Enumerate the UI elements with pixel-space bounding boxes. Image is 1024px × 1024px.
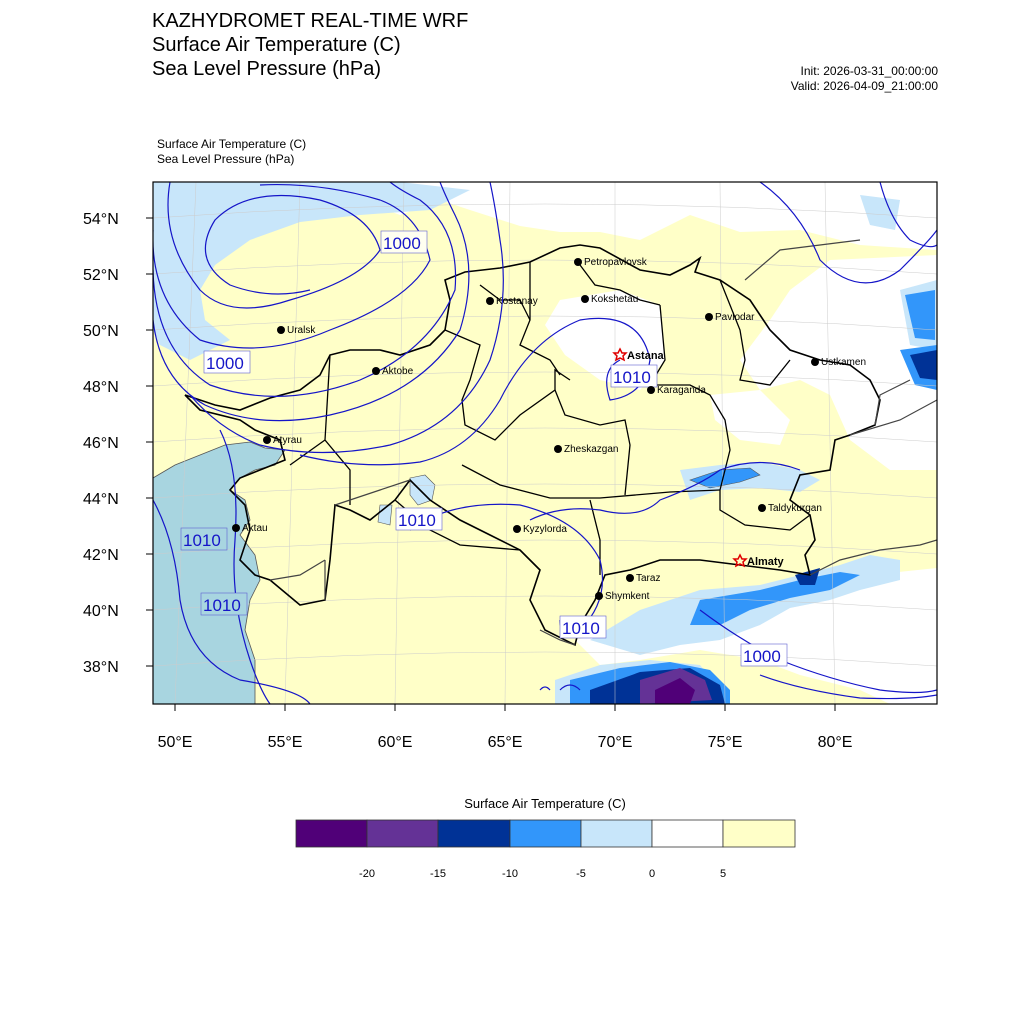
contour-label-1010-aral: 1010 [398,511,436,530]
latitude-axis [83,211,153,676]
colorbar-swatch-minus15 [438,820,510,847]
lat-label-42: 42°N [83,547,119,564]
city-label-aktobe: Aktobe [382,366,414,377]
lat-label-40: 40°N [83,603,119,620]
city-label-aktau: Aktau [242,523,268,534]
contour-label-1000-east: 1000 [743,647,781,666]
city-marker [486,297,494,305]
lon-label-65: 65°E [487,734,523,751]
lat-label-46: 46°N [83,435,119,452]
city-label-taraz: Taraz [636,573,661,584]
lat-label-50: 50°N [83,323,119,340]
colorbar-tick-five: 5 [719,868,727,880]
lat-label-54: 54°N [83,211,119,228]
lon-label-60: 60°E [377,734,413,751]
subtitle-line-1: Surface Air Temperature (C) [157,137,307,151]
lon-label-80: 80°E [817,734,853,751]
city-marker [263,436,271,444]
contour-label-1010-shymkent: 1010 [562,619,600,638]
city-label-atyrau: Atyrau [273,435,302,446]
lon-label-75: 75°E [707,734,743,751]
city-label-ustkamen: Ustkamen [821,357,867,368]
colorbar-title: Surface Air Temperature (C) [464,796,626,811]
colorbar-swatch-below-minus20 [296,820,367,847]
colorbar-tick-minus5: -5 [576,868,586,880]
lat-label-38: 38°N [83,659,119,676]
valid-time: Valid: 2026-04-09_21:00:00 [790,79,938,93]
colorbar-tick-minus15: -15 [430,868,446,880]
city-label-almaty: Almaty [747,556,784,568]
city-label-shymkent: Shymkent [605,591,650,602]
city-marker [554,445,562,453]
city-marker [581,295,589,303]
lat-label-48: 48°N [83,379,119,396]
city-label-taldykurgan: Taldykurgan [768,503,822,514]
city-marker [626,574,634,582]
subtitle-line-2: Sea Level Pressure (hPa) [157,152,295,166]
city-marker [705,313,713,321]
city-marker [595,592,603,600]
contour-label-1010-caspian: 1010 [183,531,221,550]
lon-label-50: 50°E [157,734,193,751]
title-variable-1: Surface Air Temperature (C) [152,34,401,56]
city-label-karaganda: Karaganda [657,385,706,396]
colorbar-swatch-minus10 [510,820,581,847]
city-label-kyzylorda: Kyzylorda [523,524,567,535]
city-label-astana: Astana [627,350,664,362]
colorbar-swatch-five [723,820,795,847]
lon-label-55: 55°E [267,734,303,751]
colorbar [296,820,795,880]
contour-label-1010-astana: 1010 [613,368,651,387]
city-label-uralsk: Uralsk [287,325,316,336]
city-marker [232,524,240,532]
city-marker [574,258,582,266]
colorbar-swatch-minus5 [581,820,652,847]
contour-label-1000-north: 1000 [383,234,421,253]
city-marker [372,367,380,375]
city-marker [758,504,766,512]
lat-label-44: 44°N [83,491,119,508]
lat-label-52: 52°N [83,267,119,284]
colorbar-tick-zero: 0 [648,868,656,880]
colorbar-tick-minus10: -10 [502,868,518,880]
colorbar-tick-minus20: -20 [359,868,375,880]
contour-label-1010-south-caspian: 1010 [203,596,241,615]
colorbar-swatch-zero [652,820,723,847]
lon-label-70: 70°E [597,734,633,751]
init-time: Init: 2026-03-31_00:00:00 [800,64,938,78]
main-title: KAZHYDROMET REAL-TIME WRF [152,10,469,32]
contour-label-1000-west: 1000 [206,354,244,373]
city-label-petropavlovsk: Petropavlovsk [584,257,647,268]
city-marker [513,525,521,533]
city-label-kokshetau: Kokshetau [591,294,639,305]
city-marker [811,358,819,366]
map-plot-area [153,182,937,704]
city-label-zheskazgan: Zheskazgan [564,444,619,455]
colorbar-swatch-minus20 [367,820,438,847]
city-marker [647,386,655,394]
title-variable-2: Sea Level Pressure (hPa) [152,58,382,80]
longitude-axis [158,704,853,751]
city-label-pavlodar: Pavlodar [715,312,755,323]
city-marker [277,326,285,334]
city-label-kostanay: Kostanay [496,296,538,307]
